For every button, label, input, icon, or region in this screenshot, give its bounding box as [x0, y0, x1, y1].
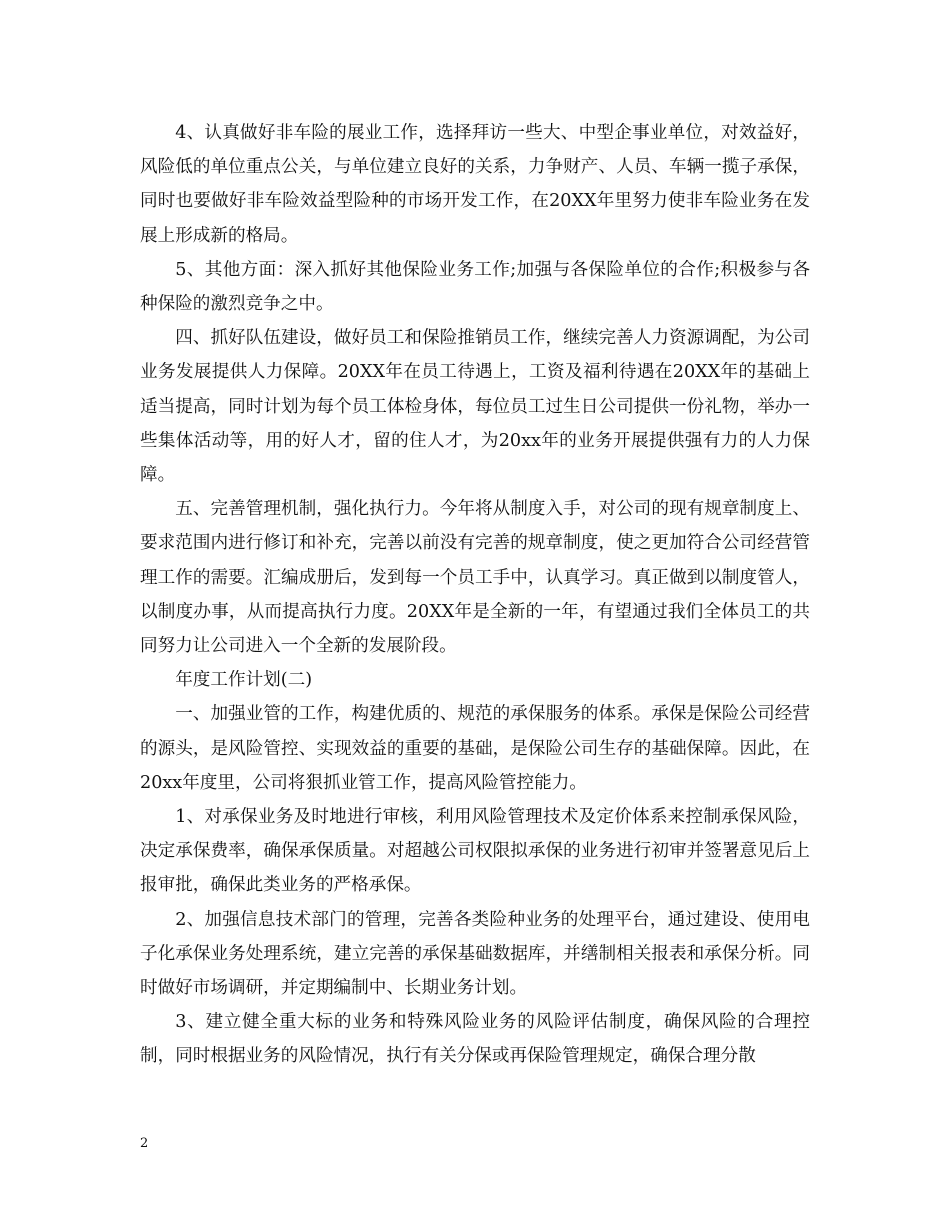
section-heading-plan-2: 年度工作计划(二) [175, 670, 313, 691]
paragraph-item-5-other: 5、其他方面：深入抓好其他保险业务工作;加强与各保险单位的合作;积极参与各种保险的激烈竞争之中。 [140, 259, 810, 315]
paragraph-section-4-team: 四、抓好队伍建设，做好员工和保险推销员工作，继续完善人力资源调配，为公司业务发展提供人力保障。20XX年在员工待遇上，工资及福利待遇在20XX年的基础上适当提高，同时计划为每个员工体检身体，每位员工过生日公司提供一份礼物，举办一些集体活动等，用的好人才，留的住人才，为20xx年的业务开展提供强有力的人力保障。 [140, 328, 810, 486]
paragraph-item-4-non-auto: 4、认真做好非车险的展业工作，选择拜访一些大、中型企事业单位，对效益好，风险低的单位重点公关，与单位建立良好的关系，力争财产、人员、车辆一揽子承保，同时也要做好非车险效益型险种的市场开发工作，在20XX年里努力使非车险业务在发展上形成新的格局。 [140, 123, 810, 246]
paragraph-section-1-underwriting: 一、加强业管的工作，构建优质的、规范的承保服务的体系。承保是保险公司经营的源头，是风险管控、实现效益的重要的基础，是保险公司生存的基础保障。因此，在20xx年度里，公司将狠抓业管工作，提高风险管控能力。 [140, 704, 810, 793]
paragraph-section-5-management: 五、完善管理机制，强化执行力。今年将从制度入手，对公司的现有规章制度上、要求范围内进行修订和补充，完善以前没有完善的规章制度，使之更加符合公司经营管理工作的需要。汇编成册后，发到每一个员工手中，认真学习。真正做到以制度管人，以制度办事，从而提高执行力度。20XX年是全新的一年，有望通过我们全体员工的共同努力让公司进入一个全新的发展阶段。 [140, 499, 810, 657]
document-body [140, 116, 810, 1074]
paragraph-item-1-review: 1、对承保业务及时地进行审核，利用风险管理技术及定价体系来控制承保风险，决定承保费率，确保承保质量。对超越公司权限拟承保的业务进行初审并签署意见后上报审批，确保此类业务的严格承保。 [140, 807, 810, 896]
paragraph-item-3-risk: 3、建立健全重大标的业务和特殊风险业务的风险评估制度，确保风险的合理控制，同时根据业务的风险情况，执行有关分保或再保险管理规定，确保合理分散 [140, 1012, 810, 1067]
page-number: 2 [140, 1136, 149, 1151]
paragraph-item-2-it: 2、加强信息技术部门的管理，完善各类险种业务的处理平台，通过建设、使用电子化承保业务处理系统，建立完善的承保基础数据库，并缮制相关报表和承保分析。同时做好市场调研，并定期编制中、长期业务计划。 [140, 909, 810, 999]
